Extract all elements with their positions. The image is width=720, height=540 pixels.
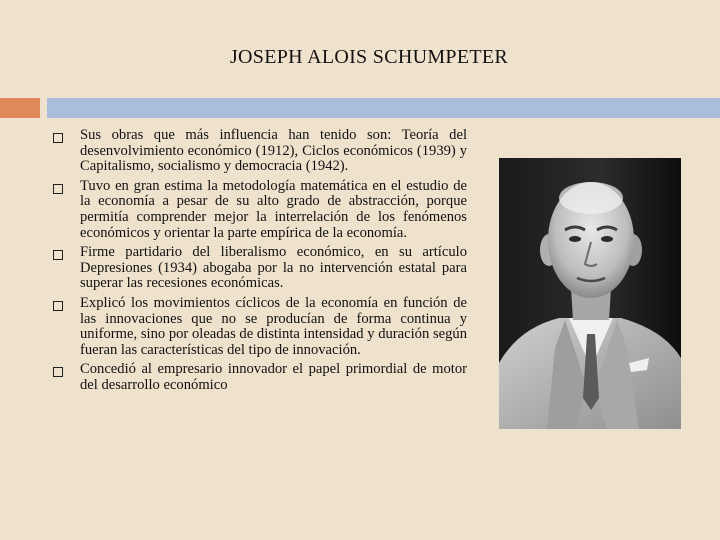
accent-bar: [0, 98, 40, 118]
bullet-item: [53, 179, 467, 241]
bullet-item: [53, 245, 467, 292]
square-bullet-icon: [53, 250, 63, 260]
square-bullet-icon: [53, 133, 63, 143]
slide-title: JOSEPH ALOIS SCHUMPETER: [229, 46, 509, 68]
square-bullet-icon: [53, 367, 63, 377]
bullet-text: Tuvo en gran estima la metodología matemática en el estudio de la economía a pesar de su alto grado de abstracción, porque permitía comprender mejor la interrelación de los fenómenos económicos y orientar la parte empírica de la economía.: [80, 177, 467, 241]
square-bullet-icon: [53, 301, 63, 311]
portrait-photo: [499, 158, 681, 429]
bullet-item: [53, 128, 467, 175]
bullet-text: Explicó los movimientos cíclicos de la economía en función de las innovaciones que no se producían de forma continua y uniforme, sino por oleadas de distinta intensidad y duración según fueran las características del tipo de innovación.: [80, 294, 467, 358]
square-bullet-icon: [53, 184, 63, 194]
bullet-list: [53, 128, 467, 398]
bullet-item: [53, 296, 467, 358]
bullet-text: Firme partidario del liberalismo económico, en su artículo Depresiones (1934) abogaba por la no intervención estatal para superar las recesiones económicas.: [80, 244, 467, 292]
header-bar: [47, 98, 720, 118]
bullet-text: Sus obras que más influencia han tenido son: Teoría del desenvolvimiento económico (1912), Ciclos económicos (1939) y Capitalismo, socialismo y democracia (1942).: [80, 127, 467, 175]
bullet-text: Concedió al empresario innovador el papel primordial de motor del desarrollo económico: [80, 361, 467, 393]
bullet-item: [53, 362, 467, 393]
